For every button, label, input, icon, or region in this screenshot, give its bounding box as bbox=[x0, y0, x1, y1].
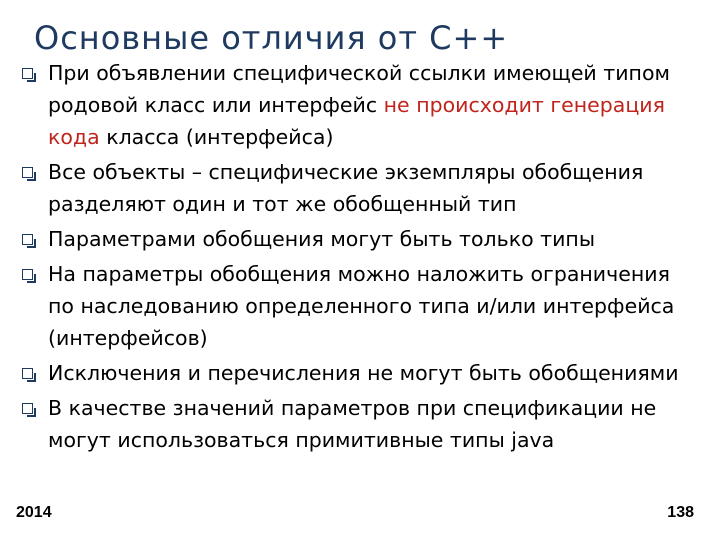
hollow-square-bullet-icon bbox=[22, 68, 33, 79]
bullet-accent-text: не происходит генерация кода bbox=[48, 93, 665, 149]
hollow-square-bullet-icon bbox=[22, 368, 33, 379]
bullet-item bbox=[20, 156, 700, 220]
bullet-text: Все объекты – специфические экземпляры обобщения разделяют один и тот же обобщенный тип bbox=[48, 160, 644, 216]
footer-year: 2014 bbox=[16, 504, 52, 521]
bullet-item bbox=[20, 258, 700, 354]
bullet-item bbox=[20, 57, 700, 153]
bullet-text: класса (интерфейса) bbox=[99, 125, 334, 149]
hollow-square-bullet-icon bbox=[22, 167, 33, 178]
bullet-item bbox=[20, 357, 700, 389]
hollow-square-bullet-icon bbox=[22, 403, 33, 414]
bullet-item bbox=[20, 223, 700, 255]
bullet-list bbox=[20, 57, 700, 459]
bullet-text: На параметры обобщения можно наложить ограничения по наследованию определенного типа и/или интерфейса (интерфейсов) bbox=[48, 262, 675, 350]
bullet-item bbox=[20, 392, 700, 456]
page-number: 138 bbox=[667, 504, 694, 521]
bullet-text: Параметрами обобщения могут быть только типы bbox=[48, 227, 596, 251]
hollow-square-bullet-icon bbox=[22, 234, 33, 245]
bullet-text: В качестве значений параметров при спецификации не могут использоваться примитивные типы java bbox=[48, 396, 657, 452]
bullet-text: При объявлении специфической ссылки имеющей типом родовой класс или интерфейс bbox=[48, 61, 670, 117]
slide-title: Основные отличия от С++ bbox=[34, 19, 509, 57]
bullet-text: Исключения и перечисления не могут быть обобщениями bbox=[48, 361, 679, 385]
hollow-square-bullet-icon bbox=[22, 269, 33, 280]
